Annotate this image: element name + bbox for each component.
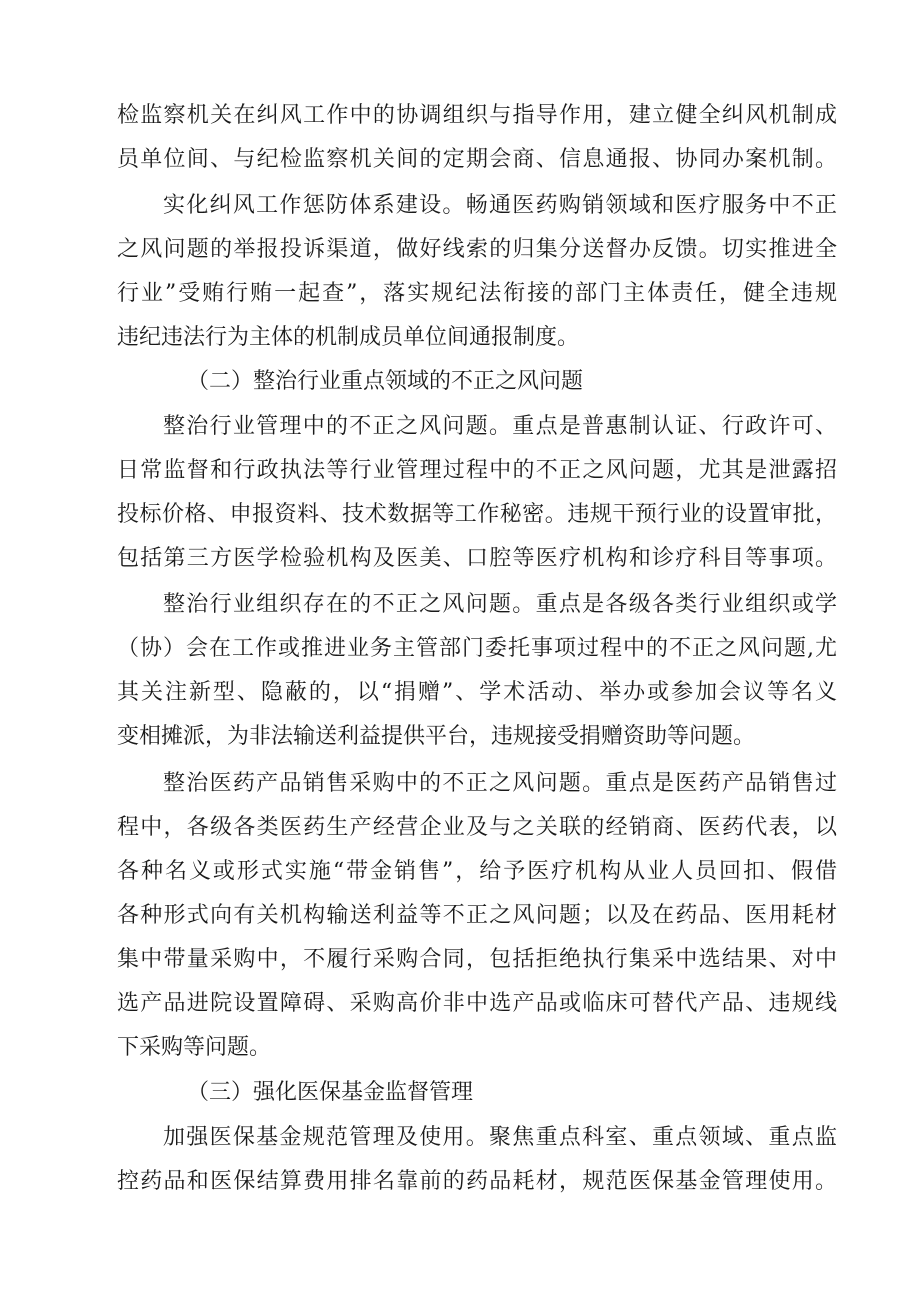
paragraph-first-line: 加强医保基金规范管理及使用。聚焦重点科室、重点领域、重点监 — [163, 1125, 837, 1150]
text-line: 日常监督和行政执法等行业管理过程中的不正之风问题，尤其是泄露招 — [117, 458, 837, 483]
paragraph-first-line: 整治行业管理中的不正之风问题。重点是普惠制认证、行政许可、 — [163, 414, 837, 439]
paragraph-first-line: 整治医药产品销售采购中的不正之风问题。重点是医药产品销售过 — [163, 771, 837, 796]
text-line: 员单位间、与纪检监察机关间的定期会商、信息通报、协同办案机制。 — [117, 147, 837, 172]
text-line: 集中带量采购中，不履行采购合同，包括拒绝执行集采中选结果、对中 — [117, 947, 837, 972]
text-line: 各种名义或形式实施“带金销售”，给予医疗机构从业人员回扣、假借 — [117, 859, 837, 884]
text-line: 其关注新型、隐蔽的，以“捐赠”、学术活动、举办或参加会议等名义 — [117, 680, 837, 705]
section-heading: （三）强化医保基金监督管理 — [187, 1080, 474, 1105]
paragraph-last-line: 控药品和医保结算费用排名靠前的药品耗材，规范医保基金管理使用。 — [117, 1169, 837, 1194]
text-line: 之风问题的举报投诉渠道，做好线索的归集分送督办反馈。切实推进全 — [117, 237, 837, 262]
paragraph-last-line: 包括第三方医学检验机构及医美、口腔等医疗机构和诊疗科目等事项。 — [117, 546, 837, 571]
text-line: 检监察机关在纠风工作中的协调组织与指导作用，建立健全纠风机制成 — [117, 103, 837, 128]
paragraph-last-line: 变相摊派，为非法输送利益提供平台，违规接受捐赠资助等问题。 — [117, 724, 756, 749]
text-line: 程中，各级各类医药生产经营企业及与之关联的经销商、医药代表，以 — [117, 815, 837, 840]
paragraph-first-line: 整治行业组织存在的不正之风问题。重点是各级各类行业组织或学 — [163, 592, 837, 617]
text-line: 各种形式向有关机构输送利益等不正之风问题；以及在药品、医用耗材 — [117, 903, 837, 928]
section-heading: （二）整治行业重点领域的不正之风问题 — [187, 369, 584, 394]
text-line: （协）会在工作或推进业务主管部门委托事项过程中的不正之风问题,尤 — [117, 636, 837, 661]
text-line: 选产品进院设置障碍、采购高价非中选产品或临床可替代产品、违规线 — [117, 991, 837, 1016]
paragraph-last-line: 下采购等问题。 — [117, 1035, 272, 1060]
text-line: 行业”受贿行贿一起查”，落实规纪法衔接的部门主体责任，健全违规 — [117, 281, 837, 306]
paragraph-first-line: 实化纠风工作惩防体系建设。畅通医药购销领域和医疗服务中不正 — [163, 193, 837, 218]
paragraph-last-line: 违纪违法行为主体的机制成员单位间通报制度。 — [117, 325, 580, 350]
text-line: 投标价格、申报资料、技术数据等工作秘密。违规干预行业的设置审批， — [117, 502, 837, 527]
